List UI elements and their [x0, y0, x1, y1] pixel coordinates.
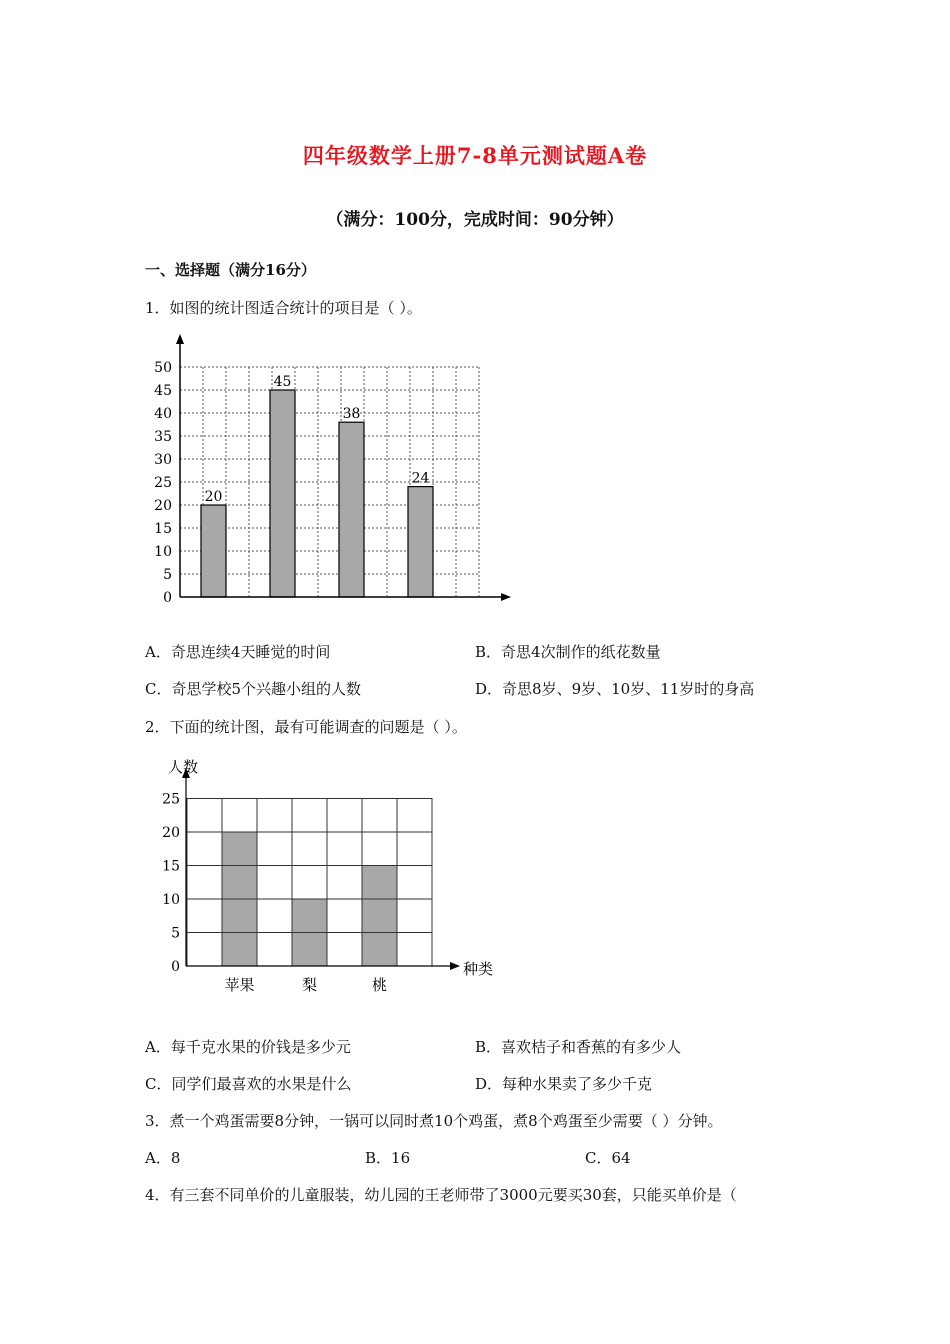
question-1: 1．如图的统计图适合统计的项目是（ ）。 [145, 299, 422, 317]
y-tick-label: 50 [154, 360, 172, 376]
q3-option-c[interactable]: C．64 [585, 1149, 631, 1167]
y-tick-label: 10 [162, 892, 180, 908]
q3-option-b[interactable]: B．16 [365, 1149, 411, 1167]
q2-option-a[interactable]: A．每千克水果的价钱是多少元 [145, 1038, 351, 1056]
y-tick-label: 25 [154, 475, 172, 491]
x-axis-arrow [501, 593, 511, 601]
q3-option-a[interactable]: A．8 [145, 1149, 181, 1167]
bar-chart-2 [150, 752, 510, 1002]
data-label: 45 [273, 374, 292, 390]
q2-option-b[interactable]: B．喜欢桔子和香蕉的有多少人 [475, 1038, 682, 1056]
data-label: 24 [411, 470, 430, 487]
y-tick-label: 5 [163, 567, 172, 583]
page-title: 四年级数学上册7-8单元测试题A卷 [302, 143, 648, 168]
y-axis-label: 人数 [168, 758, 199, 776]
q1-option-a[interactable]: A．奇思连续4天睡觉的时间 [145, 643, 331, 661]
x-tick-label: 苹果 [224, 976, 255, 994]
y-tick-label: 40 [154, 406, 172, 422]
page-subtitle: （满分：100分，完成时间：90分钟） [326, 210, 624, 230]
question-3: 3．煮一个鸡蛋需要8分钟，一锅可以同时煮10个鸡蛋，煮8个鸡蛋至少需要（ ）分钟。 [145, 1112, 723, 1130]
bar [201, 505, 226, 597]
y-tick-label: 10 [154, 544, 172, 560]
x-axis-label: 种类 [463, 960, 494, 978]
bar [270, 390, 295, 597]
y-tick-label: 15 [154, 521, 172, 537]
q1-option-c[interactable]: C．奇思学校5个兴趣小组的人数 [145, 680, 362, 698]
q1-option-b[interactable]: B．奇思4次制作的纸花数量 [475, 643, 661, 661]
q2-option-d[interactable]: D．每种水果卖了多少千克 [475, 1075, 653, 1093]
bar [339, 422, 364, 597]
y-tick-label: 20 [154, 498, 172, 514]
x-tick-label: 桃 [371, 976, 388, 994]
y-tick-label: 20 [162, 825, 180, 841]
data-label: 38 [342, 406, 361, 423]
y-tick-label: 0 [171, 959, 180, 975]
y-tick-label: 35 [154, 429, 172, 445]
y-tick-label: 30 [154, 452, 172, 468]
y-tick-label: 15 [162, 858, 180, 875]
question-4: 4．有三套不同单价的儿童服装，幼儿园的王老师带了3000元要买30套，只能买单价是（ [145, 1186, 737, 1204]
bar [362, 866, 397, 967]
y-tick-label: 25 [162, 791, 180, 808]
q2-option-c[interactable]: C．同学们最喜欢的水果是什么 [145, 1075, 352, 1093]
y-tick-label: 0 [163, 590, 172, 606]
x-axis-arrow [450, 962, 460, 970]
data-label: 20 [204, 489, 223, 505]
section-heading: 一、选择题（满分16分） [145, 261, 316, 279]
y-axis-arrow [176, 334, 184, 344]
y-tick-label: 45 [154, 383, 172, 399]
q1-option-d[interactable]: D．奇思8岁、9岁、10岁、11岁时的身高 [475, 680, 755, 698]
bar [408, 487, 433, 597]
x-tick-label: 梨 [301, 976, 318, 994]
y-tick-label: 5 [171, 925, 180, 942]
question-2: 2．下面的统计图，最有可能调查的问题是（ ）。 [145, 718, 467, 736]
bar-chart-1 [140, 330, 530, 615]
